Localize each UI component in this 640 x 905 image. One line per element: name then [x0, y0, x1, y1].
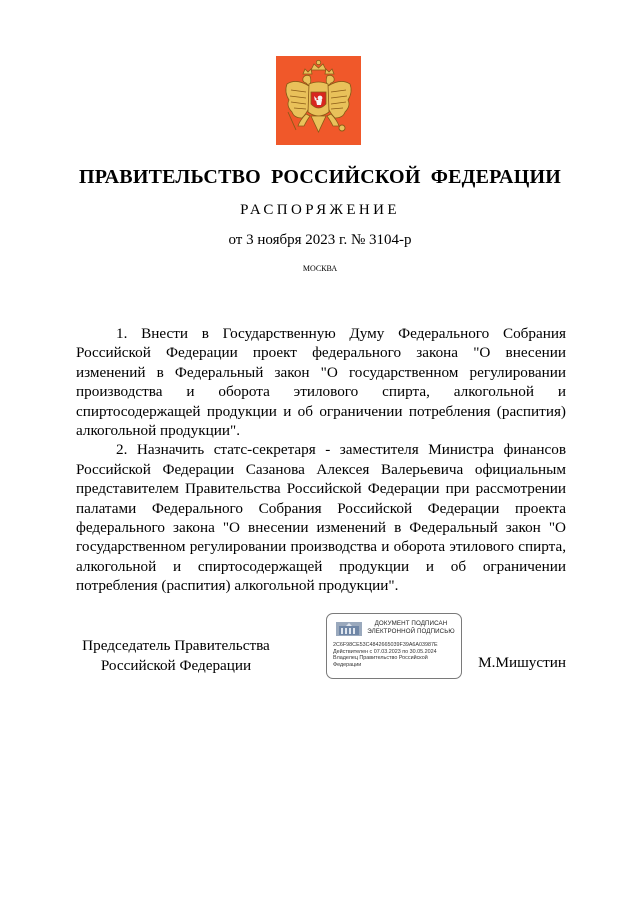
signer-position-line-2: Российской Федерации	[100, 657, 252, 674]
stamp-validity: Действителен с 07.03.2023 по 30.05.2024	[333, 648, 437, 655]
document-city: МОСКВА	[302, 264, 338, 273]
signer-position-line-1: Председатель Правительства	[82, 637, 270, 654]
signer-name: М.Мишустин	[478, 654, 566, 671]
stamp-title	[363, 620, 459, 636]
stamp-title-line-2: ЭЛЕКТРОННОЙ ПОДПИСЬЮ	[367, 627, 455, 635]
coat-of-arms-icon	[276, 56, 361, 145]
document-body	[76, 324, 566, 596]
document-date-number: от 3 ноября 2023 г. № 3104-р	[228, 232, 412, 248]
stamp-owner-line-1: Владелец Правительство Российской	[333, 655, 428, 662]
signer-position	[76, 636, 276, 676]
paragraph-1: 1. Внести в Государственную Думу Федерального Собрания Российской Федерации проект федерального закона "О внесении изменений в Федеральный закон "О государственном регулировании производства и оборота этилового спирта, алкогольной и спиртосодержащей продукции и об ограничении потребления (распития) алкогольной продукции".	[76, 325, 566, 440]
stamp-owner-line-2: Федерации	[333, 661, 362, 668]
stamp-certificate: 2C6F98CE53C4842665039F39A6A03987E	[333, 642, 438, 648]
stamp-title-line-1: ДОКУМЕНТ ПОДПИСАН	[374, 620, 448, 627]
stamp-details	[333, 642, 459, 668]
paragraph-2: 2. Назначить статс-секретаря - заместителя Министра финансов Российской Федерации Сазанова Алексея Валерьевича официальным представителем Правительства Российской Федерации при рассмотрении палатами Федерального Собрания Российской Федерации проекта федерального закона "О внесении изменений в Федеральный закон "О государственном регулировании производства и оборота этилового спирта, алкогольной и спиртосодержащей продукции и об ограничении потребления (распития) алкогольной продукции".	[76, 441, 566, 595]
electronic-signature-stamp	[326, 613, 462, 679]
government-building-icon	[335, 621, 363, 637]
document-type: РАСПОРЯЖЕНИЕ	[240, 202, 400, 218]
government-title: ПРАВИТЕЛЬСТВО РОССИЙСКОЙ ФЕДЕРАЦИИ	[79, 166, 561, 188]
